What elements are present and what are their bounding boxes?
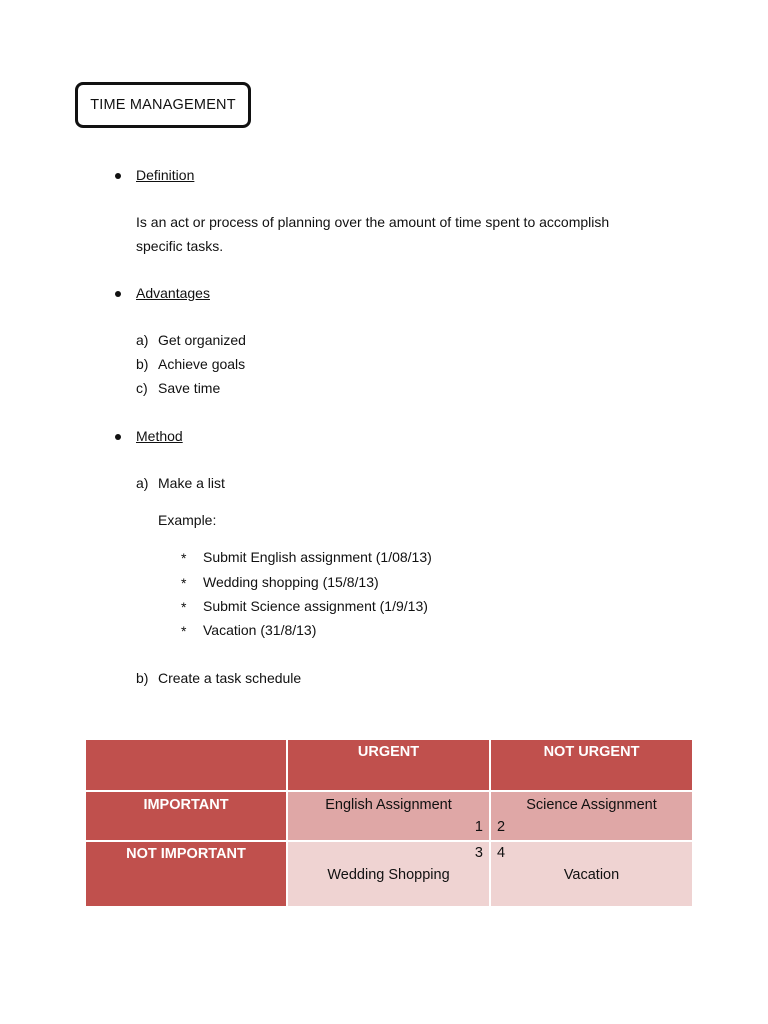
list-marker: a) xyxy=(136,332,149,348)
table-row xyxy=(85,791,693,841)
quadrant-1-number: 1 xyxy=(474,819,483,835)
bullet-icon xyxy=(115,434,121,440)
quadrant-4-text: Vacation xyxy=(563,867,620,883)
list-marker: b) xyxy=(136,670,149,686)
list-item-text: Get organized xyxy=(158,332,246,348)
definition-text-line-2: specific tasks. xyxy=(136,238,224,254)
task-schedule-table xyxy=(84,738,694,908)
table-corner-cell xyxy=(85,739,287,791)
example-item-text: Vacation (31/8/13) xyxy=(203,622,317,638)
quadrant-3-text: Wedding Shopping xyxy=(327,867,450,883)
quadrant-2-cell xyxy=(490,791,693,841)
list-item-text: Save time xyxy=(158,380,221,396)
list-item-text: Create a task schedule xyxy=(158,670,302,686)
quadrant-1-cell xyxy=(287,791,490,841)
list-item-text: Make a list xyxy=(158,475,225,491)
quadrant-4-cell xyxy=(490,841,693,907)
method-heading: Method xyxy=(136,428,183,444)
list-item-text: Achieve goals xyxy=(158,356,246,372)
quadrant-4-number: 4 xyxy=(497,845,506,861)
example-item-text: Submit Science assignment (1/9/13) xyxy=(203,598,428,614)
advantages-heading: Advantages xyxy=(136,285,210,301)
quadrant-3-cell xyxy=(287,841,490,907)
asterisk-icon: * xyxy=(181,575,187,591)
quadrant-1-text: English Assignment xyxy=(325,797,452,813)
asterisk-icon: * xyxy=(181,550,187,566)
list-marker: b) xyxy=(136,356,149,372)
example-label: Example: xyxy=(158,512,217,528)
quadrant-2-number: 2 xyxy=(497,819,506,835)
row-header-important: IMPORTANT xyxy=(85,791,287,841)
table-row xyxy=(85,739,693,791)
table-row xyxy=(85,841,693,907)
asterisk-icon: * xyxy=(181,623,187,639)
document-title: TIME MANAGEMENT xyxy=(75,82,251,128)
list-marker: c) xyxy=(136,380,148,396)
column-header-not-urgent: NOT URGENT xyxy=(490,739,693,791)
column-header-urgent: URGENT xyxy=(287,739,490,791)
definition-text-line-1: Is an act or process of planning over the amount of time spent to accomplish xyxy=(136,214,610,230)
row-header-not-important: NOT IMPORTANT xyxy=(85,841,287,907)
bullet-icon xyxy=(115,291,121,297)
definition-heading: Definition xyxy=(136,167,195,183)
asterisk-icon: * xyxy=(181,599,187,615)
example-item-text: Wedding shopping (15/8/13) xyxy=(203,574,379,590)
quadrant-2-text: Science Assignment xyxy=(526,797,657,813)
example-item-text: Submit English assignment (1/08/13) xyxy=(203,549,432,565)
bullet-icon xyxy=(115,173,121,179)
quadrant-3-number: 3 xyxy=(474,845,483,861)
list-marker: a) xyxy=(136,475,149,491)
